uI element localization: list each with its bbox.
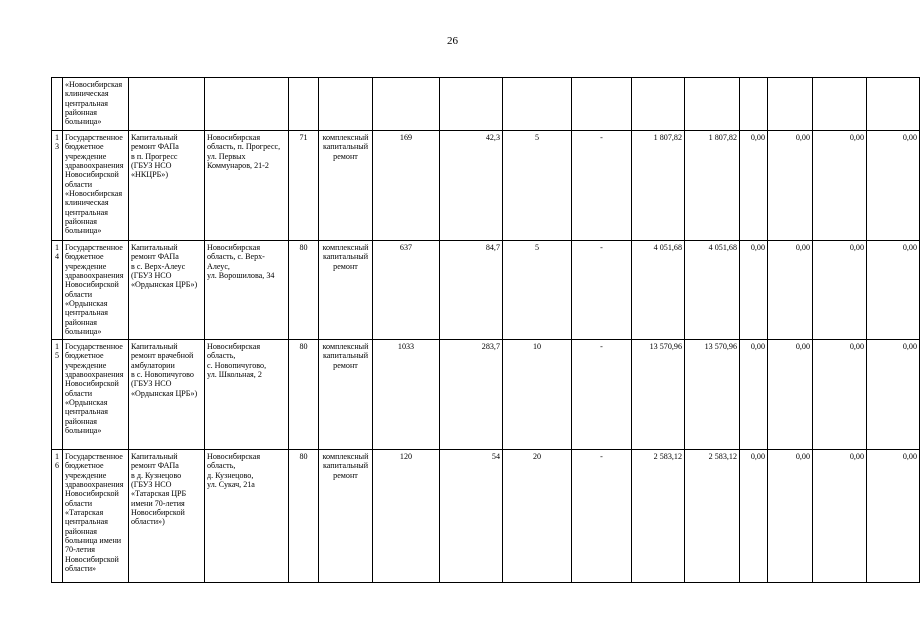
organization-cell: Государственное бюджетное учреждение здравоохранения Новосибирской области «Ордынская центральная районная больница» (63, 241, 129, 340)
value-cell: 0,00 (740, 340, 768, 450)
object-cell: Капитальный ремонт ФАПа в с. Верх-Алеус (ГБУЗ НСО «Ордынская ЦРБ») (129, 241, 205, 340)
total-area-cell (373, 78, 440, 131)
commission-year-cell: 80 (289, 340, 319, 450)
value-cell: 0,00 (768, 241, 813, 340)
value-cell: 0,00 (867, 241, 920, 340)
value-cell: 0,00 (867, 450, 920, 583)
value-cell: 0,00 (867, 340, 920, 450)
organization-cell: Государственное бюджетное учреждение здравоохранения Новосибирской области «Ордынская центральная районная больница» (63, 340, 129, 450)
value-cell: 0,00 (768, 340, 813, 450)
table-row (52, 241, 920, 340)
cost-cell (685, 78, 740, 131)
value-cell: 0,00 (768, 131, 813, 241)
commission-year-cell (289, 78, 319, 131)
address-cell: Новосибирская область, д. Кузнецово, ул. Сукач, 21а (205, 450, 289, 583)
value-cell: 0,00 (740, 450, 768, 583)
value-cell (813, 78, 867, 131)
row-number-cell (52, 78, 63, 131)
row-number-cell: 16 (52, 450, 63, 583)
value-cell: 0,00 (768, 450, 813, 583)
total-area-cell: 637 (373, 241, 440, 340)
repair-area-cell: 42,3 (440, 131, 503, 241)
capacity-cell: 5 (503, 241, 572, 340)
total-cost-cell: 2 583,12 (632, 450, 685, 583)
value-cell: 0,00 (740, 131, 768, 241)
total-cost-cell (632, 78, 685, 131)
cost-cell: 2 583,12 (685, 450, 740, 583)
total-area-cell: 169 (373, 131, 440, 241)
table-row (52, 340, 920, 450)
commission-year-cell: 80 (289, 450, 319, 583)
total-cost-cell: 4 051,68 (632, 241, 685, 340)
work-type-cell: комплексный капитальный ремонт (319, 241, 373, 340)
row-number-cell: 13 (52, 131, 63, 241)
commission-year-cell: 71 (289, 131, 319, 241)
value-cell (768, 78, 813, 131)
repair-area-cell: 54 (440, 450, 503, 583)
commission-year-cell: 80 (289, 241, 319, 340)
capital-repair-table (51, 77, 920, 583)
address-cell: Новосибирская область, с. Новопичугово, ул. Школьная, 2 (205, 340, 289, 450)
value-cell: 0,00 (740, 241, 768, 340)
dash-cell: - (572, 340, 632, 450)
row-number-cell: 14 (52, 241, 63, 340)
capacity-cell: 10 (503, 340, 572, 450)
page-number: 26 (447, 35, 458, 47)
value-cell: 0,00 (813, 241, 867, 340)
table-row (52, 78, 920, 131)
dash-cell: - (572, 241, 632, 340)
organization-cell: Государственное бюджетное учреждение здравоохранения Новосибирской области «Новосибирская клиническая центральная районная больница» (63, 131, 129, 241)
value-cell: 0,00 (813, 450, 867, 583)
value-cell (867, 78, 920, 131)
total-area-cell: 1033 (373, 340, 440, 450)
object-cell: Капитальный ремонт ФАПа в д. Кузнецово (ГБУЗ НСО «Татарская ЦРБ имени 70-летия Новосибирской области») (129, 450, 205, 583)
cost-cell: 1 807,82 (685, 131, 740, 241)
dash-cell: - (572, 131, 632, 241)
capacity-cell: 20 (503, 450, 572, 583)
value-cell: 0,00 (867, 131, 920, 241)
address-cell (205, 78, 289, 131)
table-row (52, 131, 920, 241)
work-type-cell: комплексный капитальный ремонт (319, 131, 373, 241)
capacity-cell: 5 (503, 131, 572, 241)
repair-area-cell: 283,7 (440, 340, 503, 450)
total-cost-cell: 13 570,96 (632, 340, 685, 450)
total-area-cell: 120 (373, 450, 440, 583)
cost-cell: 13 570,96 (685, 340, 740, 450)
row-number-cell: 15 (52, 340, 63, 450)
repair-area-cell: 84,7 (440, 241, 503, 340)
value-cell (740, 78, 768, 131)
work-type-cell: комплексный капитальный ремонт (319, 340, 373, 450)
address-cell: Новосибирская область, с. Верх- Алеус, ул. Ворошилова, 34 (205, 241, 289, 340)
table-row (52, 450, 920, 583)
dash-cell (572, 78, 632, 131)
value-cell: 0,00 (813, 131, 867, 241)
dash-cell: - (572, 450, 632, 583)
organization-cell: Государственное бюджетное учреждение здравоохранения Новосибирской области «Татарская центральная районная больница имени 70-летия Новосибирской области» (63, 450, 129, 583)
work-type-cell (319, 78, 373, 131)
object-cell: Капитальный ремонт врачебной амбулатории в с. Новопичугово (ГБУЗ НСО «Ордынская ЦРБ») (129, 340, 205, 450)
organization-cell: «Новосибирская клиническая центральная районная больница» (63, 78, 129, 131)
repair-area-cell (440, 78, 503, 131)
total-cost-cell: 1 807,82 (632, 131, 685, 241)
object-cell (129, 78, 205, 131)
object-cell: Капитальный ремонт ФАПа в п. Прогресс (ГБУЗ НСО «НКЦРБ») (129, 131, 205, 241)
address-cell: Новосибирская область, п. Прогресс, ул. Первых Коммунаров, 21-2 (205, 131, 289, 241)
value-cell: 0,00 (813, 340, 867, 450)
work-type-cell: комплексный капитальный ремонт (319, 450, 373, 583)
cost-cell: 4 051,68 (685, 241, 740, 340)
capacity-cell (503, 78, 572, 131)
